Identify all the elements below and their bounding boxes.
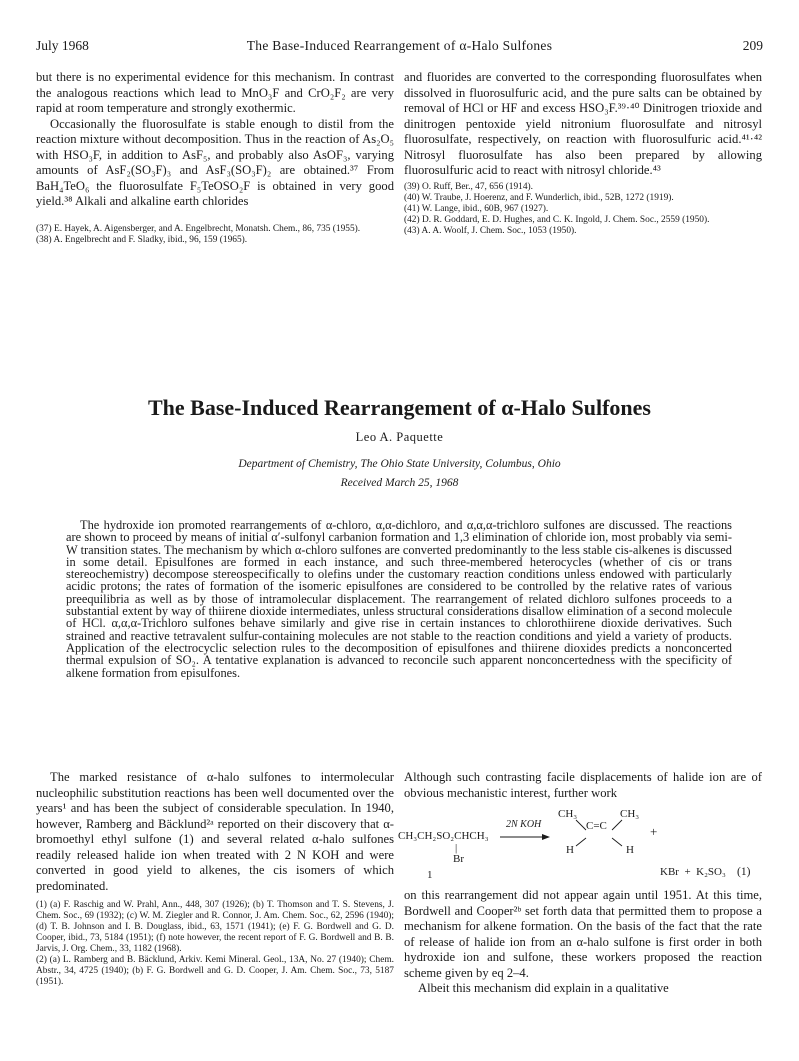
paragraph: The marked resistance of α-halo sulfones to intermolecular nucleophilic substitution reactions has been well documented over the years¹ and has been the subject of considerable speculation. In 1940, however, Ramberg and Bäcklund²ᵃ reported on their discovery that α-bromoethyl ethyl sulfone (1) and several related α-halo sulfones readily released halide ion when treated with 2 N KOH and were converted in good yield to alkenes, the cis isomers of which predominated. <box>36 770 394 893</box>
page-number: 209 <box>742 38 763 53</box>
footnotes <box>404 182 762 237</box>
reactant-formula: CH₃CH₂SO₂CHCH₃ <box>398 830 489 842</box>
footnotes <box>36 900 394 988</box>
paragraph: but there is no experimental evidence for this mechanism. In contrast the analogous reactions which lead to MnO₃F and CrO₂F₂ are very rapid at room temperature and strongly exothermic. <box>36 70 394 115</box>
article-author: Leo A. Paquette <box>355 430 444 444</box>
paragraph: Occasionally the fluorosulfate is stable enough to distil from the reaction mixture without decomposition. Thus in the reaction of As₂O₅ with HSO₃F, in addition to AsF₅, and probably also AsOF₃, varying amounts of AsF₂(SO₃F)₃ and AsF₃(SO₃F)₂ are obtained.³⁷ From BaH₄TeO₆ the fluorosulfate F₅TeOSO₂F is obtained in very good yield.³⁸ Alkali and alkaline earth chlorides <box>36 116 394 208</box>
received-date: Received March 25, 1968 <box>340 477 459 489</box>
running-head <box>36 38 763 58</box>
product-double-bond: C=C <box>586 820 607 832</box>
equation-number: (1) <box>737 866 751 878</box>
product-h-right: H <box>626 844 634 856</box>
abstract <box>66 519 732 679</box>
footnote: (39) O. Ruff, Ber., 47, 656 (1914). <box>404 181 533 192</box>
article-affiliation: Department of Chemistry, The Ohio State University, Columbus, Ohio <box>238 458 561 470</box>
article-title: The Base-Induced Rearrangement of α-Halo Sulfones <box>148 395 651 420</box>
footnote: (38) A. Engelbrecht and F. Sladky, ibid., 96, 159 (1965). <box>36 234 248 245</box>
product-h-left: H <box>566 844 574 856</box>
footnote: (42) D. R. Goddard, E. D. Hughes, and C. K. Ingold, J. Chem. Soc., 2559 (1950). <box>404 214 710 225</box>
paragraph: Albeit this mechanism did explain in a qualitative <box>418 981 669 995</box>
footnote: (37) E. Hayek, A. Aigensberger, and A. Engelbrecht, Monatsh. Chem., 86, 735 (1955). <box>36 223 361 234</box>
running-title: The Base-Induced Rearrangement of α-Halo Sulfones <box>246 38 553 53</box>
byproducts: KBr + K₂SO₃ <box>660 866 726 878</box>
footnote: (41) W. Lange, ibid., 60B, 967 (1927). <box>404 203 549 214</box>
paragraph: Although such contrasting facile displacements of halide ion are of obvious mechanistic interest, further work <box>404 770 762 800</box>
footnotes <box>36 224 394 246</box>
paragraph: and fluorides are converted to the corresponding fluorosulfates when dissolved in fluorosulfuric acid, and the pure salts can be obtained by removal of HCl or HF and excess HSO₃F.³⁹·⁴⁰ Dinitrogen trioxide and dinitrogen pentoxide yield nitronium fluorosulfate and nitrosyl fluorosulfate, respectively, on reaction with fluorosulfuric acid.⁴¹·⁴² Nitrosyl fluorosulfate has also been prepared by allowing fluorosulfuric acid to react with nitrosyl chloride.⁴³ <box>404 70 762 177</box>
bond-line: | <box>455 842 458 854</box>
bottom-right-column-bottom <box>404 888 762 997</box>
top-left-column <box>36 70 394 246</box>
footnote: (40) W. Traube, J. Hoerenz, and F. Wunderlich, ibid., 52B, 1272 (1919). <box>404 192 674 203</box>
reaction-scheme-1 <box>400 806 770 884</box>
plus-sign: + <box>650 824 658 839</box>
top-right-column <box>404 70 762 237</box>
bottom-right-column-top <box>404 770 762 801</box>
paragraph: on this rearrangement did not appear again until 1951. At this time, Bordwell and Cooper²ᵇ set forth data that permitted them to propose a mechanism for alkene formation. On the basis of the fact that the rate of release of halide ion from an α-halo sulfone is first order in both hydroxide ion and sulfone, these workers proposed the reaction scheme given by eq 2–4. <box>404 888 762 980</box>
bromine-substituent: Br <box>453 853 464 865</box>
footnote: (43) A. A. Woolf, J. Chem. Soc., 1053 (1950). <box>404 225 577 236</box>
issue-date: July 1968 <box>36 38 89 53</box>
bottom-left-column <box>36 770 394 988</box>
product-methyl-left: CH₃ <box>558 808 578 820</box>
abstract-text: The hydroxide ion promoted rearrangements of α-chloro, α,α-dichloro, and α,α,α-trichloro sulfones are discussed. The reactions are shown to proceed by means of initial α′-sulfonyl carbanion formation and 1,3 elimination of chloride ion, most probably via semi-W transition states. The mechanism by which α-chloro sulfones are converted predominantly to the less stable cis-alkenes is discussed in some detail. Episulfones are formed in each instance, and such three-membered heterocycles (whether of cis or trans stereochemistry) decompose stereospecifically to olefins under the customary reaction conditions unless endowed with particularly acidic protons; the rates of formation of the isomeric episulfones are considered to be controlled by the relative rates of various preequilibria as well as by those of intramolecular displacement. The rearrangement of related dichloro sulfones proceeds to a substantial extent by way of thiirene dioxide intermediates, unless structural considerations disallow elimination of a second molecule of HCl. α,α,α-Trichloro sulfones behave similarly and give rise in certain instances to chlorothiirene dioxide derivatives. Such strained and reactive tetravalent sulfur-containing molecules are not stable to the reaction conditions and yield a variety of products. Application of the electrocyclic selection rules to the decomposition of episulfones and thiirene dioxides predicts a nonconcerted thermal expulsion of SO₂. A tentative explanation is advanced to reconcile such apparent nonconcertedness with the specificity of alkene formation from episulfones. <box>66 518 732 680</box>
footnote: (1) (a) F. Raschig and W. Prahl, Ann., 448, 307 (1926); (b) T. Thomson and T. S. Stevens, J. Chem. Soc., 69 (1932); (c) W. M. Ziegler and R. Connor, J. Am. Chem. Soc., 62, 2596 (1940); (d) T. B. Johnson and I. B. Douglass, ibid., 63, 1571 (1941); (e) F. G. Bordwell and G. D. Cooper, ibid., 73, 5184 (1951); (f) note however, the recent report of F. G. Bordwell and B. B. Jarvis, J. Org. Chem., 33, 1182 (1968). <box>36 900 394 954</box>
compound-number: 1 <box>427 869 433 881</box>
product-methyl-right: CH₃ <box>620 808 640 820</box>
footnote: (2) (a) L. Ramberg and B. Bäcklund, Arkiv. Kemi Mineral. Geol., 13A, No. 27 (1940); Chem. Abstr., 34, 4725 (1940); (b) F. G. Bordwell and G. D. Cooper, J. Am. Chem. Soc., 73, 5187 (1951). <box>36 955 394 987</box>
reagent-label: 2N KOH <box>506 819 542 830</box>
reaction-arrow <box>500 833 550 841</box>
